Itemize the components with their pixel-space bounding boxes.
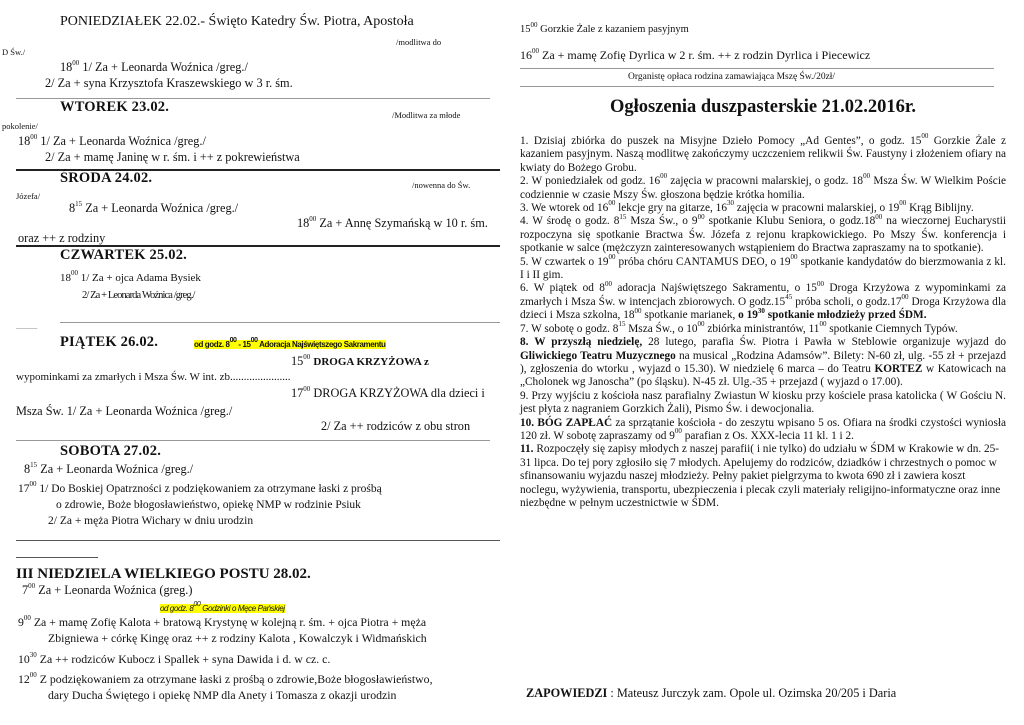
announcement-11: 11. Rozpoczęły się zapisy młodych z naszej parafii( i nie tylko) do udziału w ŚDM w Krakowie w dn. 25-31 lipca. Do tej pory zgłosiło się 7 młodych. Apelujemy do rodziców, dziadków i chrzestnych o pomoc w sfinansowaniu wyjazdu naszej młodzieży. Pełny pakiet pielgrzyma to kwota 690 zł i zawiera koszt noclegu, wyżywienia, transportu, ubezpieczenia i plecak czyli materiały religijno-informatyczne oraz inne niezbędne w pełnym uczestnictwie w ŚDM.	[520, 443, 1001, 509]
saturday-mass-3: 2/ Za + męża Piotra Wichary w dniu urodzin	[48, 515, 254, 527]
monday-mass-1: $18^{00}$ 1/ Za + Leonarda Woźnica /greg./	[60, 58, 248, 74]
friday-stations-1: $15^{00}$ DROGA KRZYŻOWA z	[291, 352, 429, 368]
announcements-column	[520, 0, 1014, 725]
divider	[60, 322, 500, 323]
sunday-mass-4: $12^{00}$ Z podziękowaniem za otrzymane łaski z prośbą o zdrowie,Boże błogosławieństwo,	[18, 671, 433, 686]
sunday-mass-3: $10^{30}$ Za ++ rodziców Kubocz i Spallek + syna Dawida i d. w cz. c.	[18, 651, 331, 666]
sunday-passion-highlight: od godz. $8^{00}$ Godzinki o Męce Pańskiej	[160, 601, 285, 613]
sunday-mass-2: $9^{00}$ Za + mamę Zofię Kalota + bratową Krystynę w kolejną r. śm. + ojca Piotra + męża	[18, 614, 427, 629]
tuesday-heading: WTOREK 23.02.	[60, 99, 170, 115]
thursday-mass-1: $18^{00}$ 1/ Za + ojca Adama Bysiek	[60, 269, 201, 284]
sunday-mass-line: $16^{00}$ Za + mamę Zofię Dyrlica w 2 r. śm. ++ z rodzin Dyrlica i Piecewicz	[520, 47, 871, 62]
wednesday-mass-2-cont: oraz ++ z rodziny	[18, 231, 106, 245]
monday-mass-2: 2/ Za + syna Krzysztofa Kraszewskiego w 3 r. śm.	[45, 76, 293, 90]
monday-note-cont: D Św./	[2, 47, 26, 57]
friday-stations-2: $17^{00}$ DROGA KRZYŻOWA dla dzieci i	[291, 384, 485, 400]
announcement-6: 6. W piątek od $8^{00}$ adoracja Najświętszego Sakramentu, o $15^{00}$ Droga Krzyżowa z wypominkami za zmarłych i Msza Św. w intencjach zbiorowych. O $godz.15^{45}$ próba scholi, o $godz.17^{00}$ Droga Krzyżowa dla dzieci i Msza szkolna, $18^{00}$ spotkanie marianek, o $19^{30}$ spotkanie młodzieży przed ŚDM.	[520, 279, 1006, 322]
announcement-8: 8. W przyszłą niedzielę, 28 lutego, parafia Św. Piotra i Pawła w Steblowie organizuje wyjazd do Gliwickiego Teatru Muzycznego na musical „Rodzina Adamsów”. Bilety: N-60 zł, ulg. -55 zł + przejazd ), zgłoszenia do wtorku , wyjazd o 15.30). W niedzielę 6 marca – do Teatru KORTEZ w Katowicach na „Cholonek wg Janoscha” (po śląsku). N-45 zł. Ulg.-35 + przejazd ( wyjazd o 17.00).	[520, 336, 1006, 389]
wednesday-mass-2: $18^{00}$ Za + Annę Szymańską w 10 r. śm.	[297, 214, 488, 230]
divider	[16, 440, 490, 441]
divider	[520, 86, 994, 87]
divider	[16, 540, 500, 541]
sunday-mass-4-cont: dary Ducha Świętego i opiekę NMP dla Anety i Tomasza z okazji urodzin	[48, 688, 397, 702]
friday-stations-1-cont: wypominkami za zmarłych i Msza Św. W int. zb......................	[16, 371, 291, 383]
friday-adoration-highlight: od godz. $8^{00} - 15^{00}$ Adoracja Najświętszego Sakramentu	[194, 337, 386, 349]
sunday-mass-1: $7^{00}$ Za + Leonarda Woźnica (greg.)	[22, 581, 193, 597]
announcement-1: 1. Dzisiaj zbiórka do puszek na Misyjne Dzieło Pomocy „Ad Gentes”, o godz. $15^{00}$ Gorzkie Żale z kazaniem pasyjnym. Naszą modlitwę zakończymy uczczeniem relikwii Św. Faustyny i złożeniem ofiary na kwiaty do Bożego Grobu.	[520, 132, 1006, 174]
announcement-3: 3. We wtorek od $16^{00}$ lekcje gry na gitarze, $16^{30}$ zajęcia w pracowni malarskiej, o $19^{00}$ Krąg Biblijny.	[520, 199, 974, 215]
friday-stations-2-cont: Msza Św. 1/ Za + Leonarda Woźnica /greg./	[16, 404, 233, 418]
saturday-heading: SOBOTA 27.02.	[60, 443, 162, 459]
thursday-heading: CZWARTEK 25.02.	[60, 247, 187, 263]
announcement-5: 5. W czwartek o $19^{00}$ próba chóru CANTAMUS DEO, o $19^{00}$ spotkanie kandydatów do bierzmowania z kl. I i II gim.	[520, 252, 1006, 282]
divider	[520, 68, 994, 69]
organist-note: Organistę opłaca rodzina zamawiająca Mszę Św./20zł/	[628, 72, 836, 82]
announcement-4: 4. W środę o godz. $8^{15}$ Msza Św., o $9^{00}$ spotkanie Klubu Seniora, o $godz.18^{00}$ na wieczornej Eucharystii rozpoczyna się spotkanie Bractwa Św. Józefa z rejonu krapkowickiego. Po Mszy Św. konferencja i spotkanie w salce (mężczyzn zainteresowanych wstąpieniem do Bractwa zapraszamy na to spotkanie).	[520, 212, 1006, 255]
mass-schedule-column	[2, 0, 504, 725]
announcement-2: 2. W poniedziałek od godz. $16^{00}$ zajęcia w pracowni malarskiej, o godz. $18^{00}$ Msza Św. W Wielkim Poście codziennie w czasie Mszy Św. głoszona będzie krótka homilia.	[520, 172, 1006, 201]
sunday-vespers-line: $15^{00}$ Gorzkie Żale z kazaniem pasyjnym	[520, 20, 689, 35]
thursday-mark: _____	[16, 320, 38, 330]
wednesday-note: /nowenna do Św.	[412, 180, 471, 190]
wednesday-mass-1: $8^{15}$ Za + Leonarda Woźnica /greg./	[69, 199, 239, 215]
sunday-heading: III NIEDZIELA WIELKIEGO POSTU 28.02.	[16, 566, 311, 582]
announcement-7: 7. W sobotę o godz. $8^{15}$ Msza Św., o $10^{00}$ zbiórka ministrantów, $11^{00}$ spotkanie Ciemnych Typów.	[520, 319, 958, 335]
thursday-mass-2: 2/ Za + Leonarda Woźnica /greg./	[82, 290, 195, 301]
divider-short	[16, 557, 98, 558]
monday-heading: PONIEDZIAŁEK 22.02.- Święto Katedry Św. Piotra, Apostoła	[60, 14, 414, 29]
monday-note: /modlitwa do	[396, 37, 442, 47]
friday-heading: PIĄTEK 26.02.	[60, 334, 159, 350]
tuesday-mass-2: 2/ Za + mamę Janinę w r. śm. i ++ z pokrewieństwa	[45, 150, 300, 164]
saturday-mass-1: $8^{15}$ Za + Leonarda Woźnica /greg./	[24, 460, 194, 476]
wednesday-heading: ŚRODA 24.02.	[60, 170, 153, 186]
saturday-mass-2-cont: o zdrowie, Boże błogosławieństwo, opiekę NMP w rodzinie Psiuk	[56, 499, 361, 511]
announcement-10: 10. BÓG ZAPŁAĆ za sprzątanie kościoła - do zeszytu wpisano 5 os. Ofiara na środki czystości wyniosła 120 zł. W sobotę zapraszamy od $9^{00}$ parafian z Os. XXX-lecia 11 kl. 1 i 2.	[520, 416, 1006, 442]
sunday-mass-2-cont: Zbigniewa + córkę Kingę oraz ++ z rodziny Kalota , Kowalczyk i Widmańskich	[48, 631, 427, 645]
friday-mass-2: 2/ Za ++ rodziców z obu stron	[321, 419, 471, 433]
page-title: Ogłoszenia duszpasterskie 21.02.2016r.	[609, 97, 917, 117]
announcements-list	[520, 132, 1006, 510]
tuesday-mass-1: $18^{00}$ 1/ Za + Leonarda Woźnica /greg./	[18, 132, 206, 148]
tuesday-note-cont: pokolenie/	[2, 121, 38, 131]
wednesday-note-cont: Józefa/	[16, 191, 41, 201]
announcement-9: 9. Przy wyjściu z kościoła nasz parafialny Zwiastun W kiosku przy kościele prasa katolicka ( W Gościu N. jest płyta z nagraniem Gorzkich Żali), Pismo Św. i dewocjonalia.	[520, 389, 1006, 416]
banns: ZAPOWIEDZI : Mateusz Jurczyk zam. Opole ul. Ozimska 20/205 i Daria	[526, 686, 897, 700]
saturday-mass-2: $17^{00}$ 1/ Do Boskiej Opatrzności z podziękowaniem za otrzymane łaski z prośbą	[18, 480, 382, 495]
tuesday-note: /Modlitwa za młode	[392, 110, 461, 120]
